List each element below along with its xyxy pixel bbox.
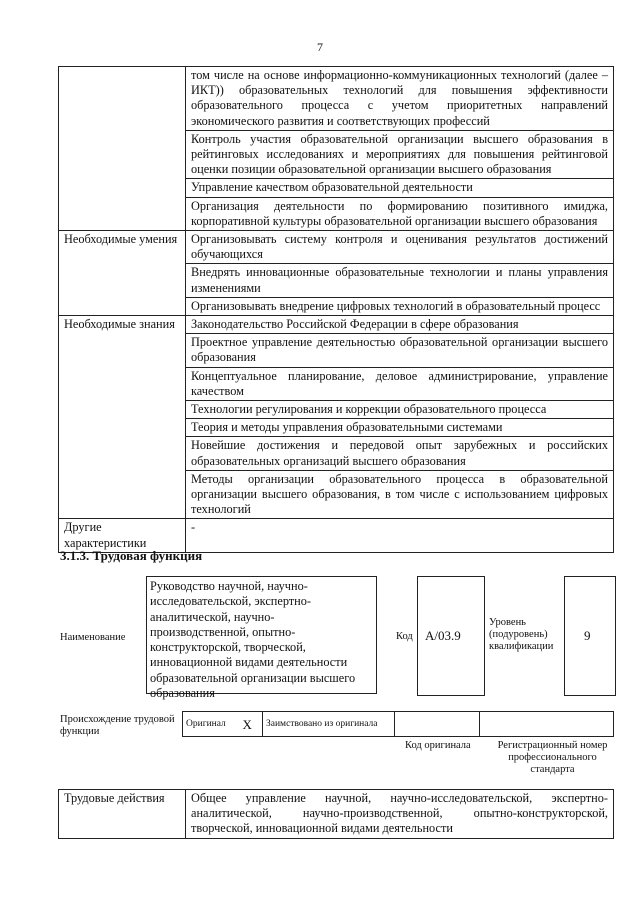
level-label: Уровень (подуровень) квалификации bbox=[489, 617, 554, 652]
original-mark: X bbox=[233, 712, 263, 737]
knowledge-item: Технологии регулирования и коррекции образовательного процесса bbox=[186, 401, 614, 419]
knowledge-item: Теория и методы управления образовательными системами bbox=[186, 419, 614, 437]
original-label: Оригинал bbox=[183, 712, 233, 737]
table-cell: Организация деятельности по формированию позитивного имиджа, корпоративной культуры образовательной организации высшего образования bbox=[186, 197, 614, 230]
other-value: - bbox=[186, 519, 614, 552]
table-row bbox=[59, 790, 614, 839]
other-label: Другие характеристики bbox=[59, 519, 186, 552]
table-row bbox=[59, 231, 614, 264]
table-row bbox=[59, 316, 614, 334]
level-value: 9 bbox=[584, 628, 591, 643]
knowledge-item: Законодательство Российской Федерации в сфере образования bbox=[186, 316, 614, 334]
origin-label: Происхождение трудовой функции bbox=[60, 714, 175, 737]
name-label: Наименование bbox=[60, 632, 126, 643]
reg-number-cell bbox=[480, 712, 614, 737]
origin-table bbox=[182, 711, 614, 737]
labor-actions-table bbox=[58, 789, 614, 839]
skill-item: Внедрять инновационные образовательные технологии и планы управления изменениями bbox=[186, 264, 614, 297]
borrowed-label: Заимствовано из оригинала bbox=[263, 712, 395, 737]
knowledge-item: Методы организации образовательного процесса в образовательной организации высшего образования, в том числе с использованием цифровых технологий bbox=[186, 470, 614, 519]
page-number: 7 bbox=[317, 40, 323, 54]
code-value: A/03.9 bbox=[425, 628, 461, 643]
table-row bbox=[183, 712, 614, 737]
table-cell: том числе на основе информационно-коммуникационных технологий (далее – ИКТ)) образовательных технологий для повышения эффективности образовательного процесса с учетом приоритетных направлений экономического развития и соответствующих профессий bbox=[186, 67, 614, 131]
section-heading: 3.1.3. Трудовая функция bbox=[60, 548, 203, 563]
knowledge-item: Проектное управление деятельностью образовательной организации высшего образования bbox=[186, 334, 614, 367]
code-label: Код bbox=[396, 631, 413, 642]
table-row bbox=[59, 67, 614, 131]
empty-label-cell bbox=[59, 67, 186, 231]
skill-item: Организовывать внедрение цифровых технологий в образовательный процесс bbox=[186, 297, 614, 315]
knowledge-label: Необходимые знания bbox=[59, 316, 186, 519]
reg-number-caption: Регистрационный номер профессионального стандарта bbox=[497, 740, 608, 775]
competency-table bbox=[58, 66, 614, 553]
skills-label: Необходимые умения bbox=[59, 231, 186, 316]
function-name-box: Руководство научной, научно-исследовательской, экспертно-аналитической, научно-производственной, опытно-конструкторской, творческой, инновационной видами деятельности образовательной организации высшего образования bbox=[146, 576, 377, 694]
table-cell: Управление качеством образовательной деятельности bbox=[186, 179, 614, 197]
table-cell: Контроль участия образовательной организации высшего образования в рейтинговых исследованиях и мероприятиях для повышения рейтинговой оценки позиции образовательной организации высшего образования bbox=[186, 130, 614, 179]
knowledge-item: Концептуальное планирование, деловое администрирование, управление качеством bbox=[186, 367, 614, 400]
skill-item: Организовывать систему контроля и оценивания результатов достижений обучающихся bbox=[186, 231, 614, 264]
labor-actions-value: Общее управление научной, научно-исследовательской, экспертно-аналитической, научно-производственной, опытно-конструкторской, творческой, инновационной видами деятельности bbox=[186, 790, 614, 839]
labor-actions-label: Трудовые действия bbox=[59, 790, 186, 839]
original-code-cell bbox=[395, 712, 480, 737]
code-original-caption: Код оригинала bbox=[405, 740, 471, 751]
knowledge-item: Новейшие достижения и передовой опыт зарубежных и российских образовательных организаций высшего образования bbox=[186, 437, 614, 470]
